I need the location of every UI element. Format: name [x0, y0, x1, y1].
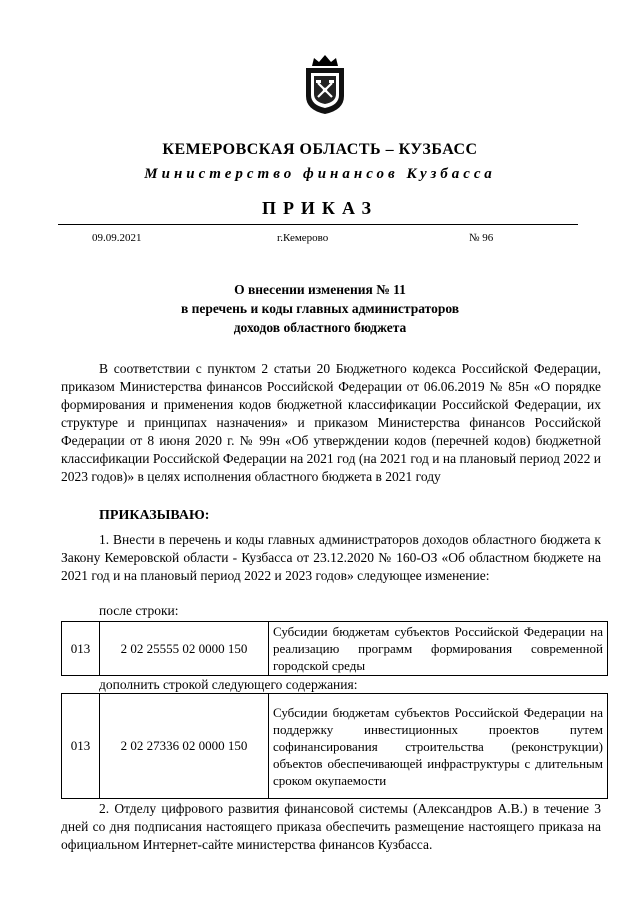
row-code: 013 [62, 694, 100, 799]
row-name: Субсидии бюджетам субъектов Российской Федерации на поддержку инвестиционных проектов путем софинансирования строительства (реконструкции) объектов обеспечивающей инфраструктуры с длительным сроком окупаемости [269, 694, 608, 799]
preamble-paragraph: В соответствии с пунктом 2 статьи 20 Бюджетного кодекса Российской Федерации, приказом Министерства финансов Российской Федерации от 06.06.2019 № 85н «О порядке формирования и применения кодов бюджетной классификации Российской Федерации, их структуре и принципах назначения» и приказом Министерства финансов Российской Федерации от 8 июня 2020 г. № 99н «Об утверждении кодов (перечней кодов) бюджетной классификации Российской Федерации на 2021 год (на 2021 год и на плановый период 2022 и 2023 годов)» в целях исполнения областного бюджета в 2021 году [61, 361, 601, 484]
row-kbk: 2 02 25555 02 0000 150 [100, 622, 269, 676]
after-row-label: после строки: [99, 603, 179, 618]
add-row-label: дополнить строкой следующего содержания: [99, 677, 358, 692]
row-kbk: 2 02 27336 02 0000 150 [100, 694, 269, 799]
table-row [62, 622, 608, 676]
new-row-table [61, 693, 608, 799]
ministry-heading: Министерство финансов Кузбасса [144, 166, 496, 182]
document-city: г.Кемерово [277, 232, 329, 244]
coat-of-arms-emblem [300, 52, 350, 116]
title-line-1: О внесении изменения № 11 [234, 282, 406, 297]
document-date: 09.09.2021 [92, 232, 142, 244]
region-heading: КЕМЕРОВСКАЯ ОБЛАСТЬ – КУЗБАСС [162, 141, 478, 158]
header-divider [58, 224, 578, 225]
table-row [62, 694, 608, 799]
item-1-paragraph: 1. Внести в перечень и коды главных администраторов доходов областного бюджета к Закону Кемеровской области - Кузбасса от 23.12.2020 № 160-ОЗ «Об областном бюджете на 2021 год и на плановый период 2022 и 2023 годов» следующее изменение: [61, 532, 601, 583]
title-line-2: в перечень и коды главных администраторов [180, 301, 460, 316]
document-type: ПРИКАЗ [261, 198, 379, 218]
title-line-3: доходов областного бюджета [233, 320, 407, 335]
row-code: 013 [62, 622, 100, 676]
after-row-table [61, 621, 608, 676]
document-number: № 96 [469, 232, 494, 244]
item-2-paragraph: 2. Отделу цифрового развития финансовой системы (Александров А.В.) в течение 3 дней со дня подписания настоящего приказа обеспечить размещение настоящего приказа на официальном Интернет-сайте министерства финансов Кузбасса. [61, 801, 601, 852]
order-word: ПРИКАЗЫВАЮ: [99, 508, 210, 523]
document-title [0, 280, 640, 337]
row-name: Субсидии бюджетам субъектов Российской Федерации на реализацию программ формирования современной городской среды [269, 622, 608, 676]
